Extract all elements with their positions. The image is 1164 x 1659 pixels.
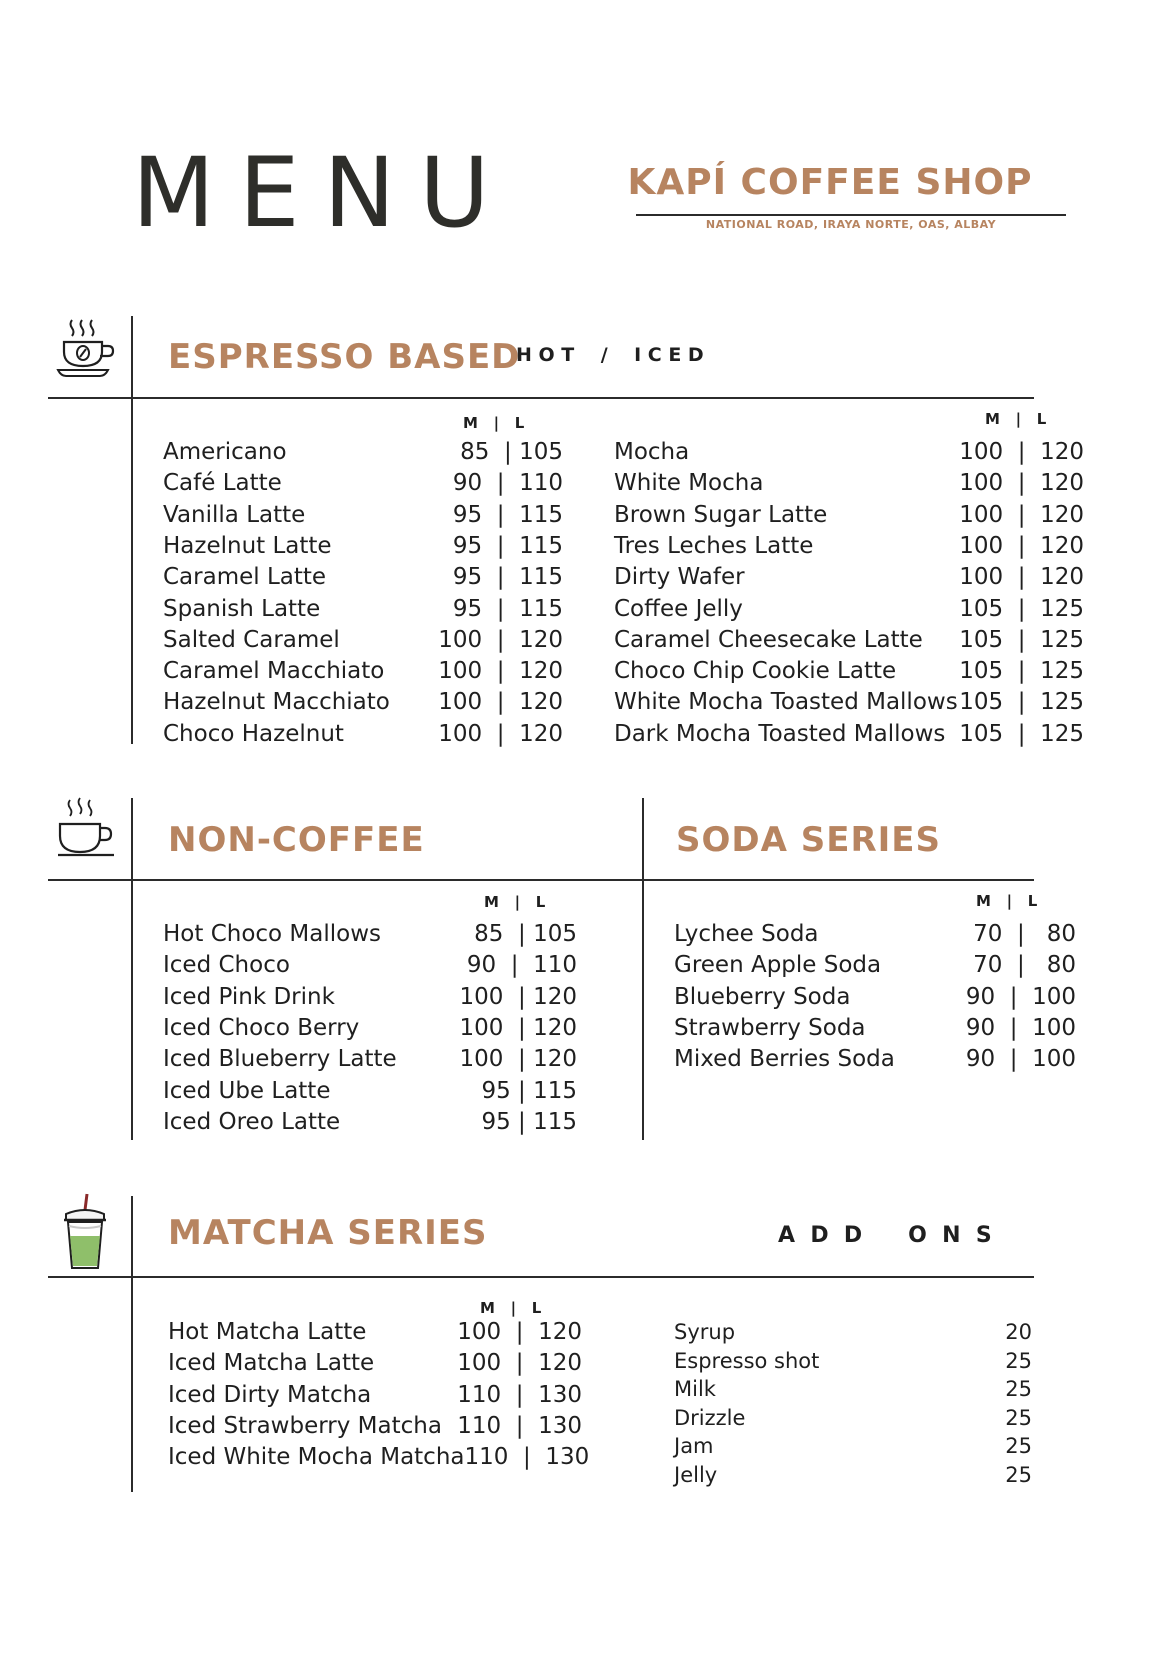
espresso-section-title: ESPRESSO BASED bbox=[168, 337, 521, 377]
matcha-item-name: Iced Strawberry Matcha bbox=[168, 1412, 442, 1439]
espresso-item bbox=[614, 595, 1084, 622]
espresso-item-price: 105 | 125 bbox=[959, 595, 1084, 622]
menu-title: MENU bbox=[132, 137, 514, 249]
add-on-item-name: Milk bbox=[674, 1377, 716, 1401]
add-on-item bbox=[674, 1379, 1032, 1400]
non-coffee-item bbox=[163, 1077, 577, 1104]
espresso-item bbox=[163, 691, 563, 714]
non-coffee-item bbox=[163, 923, 577, 946]
espresso-item bbox=[163, 720, 563, 747]
soda-item bbox=[674, 1014, 1076, 1041]
non-coffee-item bbox=[163, 954, 577, 977]
espresso-item-price: 100 | 120 bbox=[959, 532, 1084, 559]
espresso-item-price: 100 | 120 bbox=[959, 439, 1084, 465]
espresso-item bbox=[614, 691, 1084, 714]
espresso-item-name: Americano bbox=[163, 439, 287, 465]
soda-item bbox=[674, 1048, 1076, 1071]
non-coffee-item bbox=[163, 983, 577, 1010]
matcha-item bbox=[168, 1381, 582, 1408]
add-on-item-name: Syrup bbox=[674, 1320, 736, 1344]
espresso-item bbox=[163, 566, 563, 589]
espresso-item bbox=[163, 472, 563, 495]
espresso-item-price: 90 | 110 bbox=[452, 470, 563, 497]
soda-section-title: SODA SERIES bbox=[676, 820, 942, 860]
non-coffee-item-name: Iced Choco Berry bbox=[163, 1014, 360, 1041]
add-on-item-name: Espresso shot bbox=[674, 1348, 820, 1373]
matcha-item bbox=[168, 1444, 590, 1471]
matcha-vertical-divider bbox=[131, 1196, 133, 1492]
matcha-item-name: Iced Matcha Latte bbox=[168, 1350, 375, 1377]
non-coffee-item-name: Iced Oreo Latte bbox=[163, 1108, 341, 1135]
matcha-item-name: Iced White Mocha Matcha bbox=[168, 1444, 465, 1471]
non-coffee-item-name: Iced Pink Drink bbox=[163, 983, 335, 1010]
espresso-item bbox=[614, 566, 1084, 589]
espresso-item bbox=[614, 660, 1084, 683]
add-on-item-price: 25 bbox=[1005, 1405, 1032, 1430]
add-on-item-price: 25 bbox=[1005, 1462, 1032, 1487]
non-coffee-item-name: Iced Blueberry Latte bbox=[163, 1046, 397, 1073]
espresso-item bbox=[614, 720, 1084, 747]
non-coffee-item-price: 95 | 115 bbox=[481, 1077, 577, 1104]
matcha-item-price: 110 | 130 bbox=[464, 1444, 590, 1471]
add-on-item-price: 25 bbox=[1005, 1377, 1032, 1401]
add-on-item bbox=[674, 1322, 1032, 1343]
soda-item-price: 90 | 100 bbox=[965, 983, 1076, 1010]
matcha-item-name: Iced Dirty Matcha bbox=[168, 1381, 372, 1408]
espresso-item bbox=[163, 595, 563, 622]
soda-item-price: 70 | 80 bbox=[973, 952, 1076, 979]
espresso-item-price: 95 | 115 bbox=[452, 564, 563, 591]
espresso-item-name: Caramel Cheesecake Latte bbox=[614, 626, 923, 653]
non-coffee-item bbox=[163, 1108, 577, 1135]
hot-cup-icon bbox=[56, 796, 116, 860]
soda-item-name: Lychee Soda bbox=[674, 921, 819, 947]
espresso-item-name: Brown Sugar Latte bbox=[614, 501, 828, 528]
espresso-item-name: Coffee Jelly bbox=[614, 595, 743, 622]
espresso-item bbox=[614, 626, 1084, 653]
espresso-item-price: 105 | 125 bbox=[959, 658, 1084, 685]
espresso-item-name: Spanish Latte bbox=[163, 595, 321, 622]
espresso-horizontal-divider bbox=[48, 397, 1034, 399]
matcha-item bbox=[168, 1412, 582, 1439]
matcha-item-price: 110 | 130 bbox=[457, 1412, 582, 1439]
soda-item-price: 90 | 100 bbox=[965, 1014, 1076, 1041]
espresso-item-name: Vanilla Latte bbox=[163, 501, 306, 528]
espresso-item-name: Choco Chip Cookie Latte bbox=[614, 658, 897, 685]
espresso-item-price: 100 | 120 bbox=[959, 470, 1084, 497]
espresso-vertical-divider bbox=[131, 316, 133, 744]
add-on-item-price: 25 bbox=[1005, 1434, 1032, 1458]
soda-item-name: Blueberry Soda bbox=[674, 983, 851, 1010]
matcha-item bbox=[168, 1352, 582, 1375]
soda-vertical-divider bbox=[642, 798, 644, 1140]
espresso-item-price: 105 | 125 bbox=[959, 689, 1084, 716]
add-on-item-price: 20 bbox=[1005, 1320, 1032, 1344]
espresso-item-name: Dark Mocha Toasted Mallows bbox=[614, 720, 946, 747]
soda-item-name: Green Apple Soda bbox=[674, 952, 882, 979]
espresso-item-name: Caramel Latte bbox=[163, 564, 327, 591]
espresso-item-price: 95 | 115 bbox=[452, 532, 563, 559]
espresso-item bbox=[614, 532, 1084, 559]
espresso-item-price: 85 | 105 bbox=[460, 439, 563, 465]
add-on-item bbox=[674, 1462, 1032, 1487]
espresso-item bbox=[614, 472, 1084, 495]
non-coffee-vertical-divider bbox=[131, 798, 133, 1140]
add-on-item bbox=[674, 1436, 1032, 1457]
espresso-right-size-header: M | L bbox=[985, 410, 1047, 428]
add-on-item-name: Jelly bbox=[674, 1462, 718, 1487]
add-on-item bbox=[674, 1348, 1032, 1373]
shop-name: KAPÍ COFFEE SHOP bbox=[627, 162, 1033, 203]
espresso-item-name: Café Latte bbox=[163, 470, 282, 497]
matcha-item-price: 100 | 120 bbox=[457, 1350, 582, 1377]
non-coffee-item-price: 100 | 120 bbox=[459, 1046, 577, 1073]
matcha-size-header: M | L bbox=[480, 1299, 542, 1317]
non-coffee-item-price: 100 | 120 bbox=[459, 1014, 577, 1041]
non-coffee-size-header: M | L bbox=[484, 893, 546, 911]
espresso-item-name: Hazelnut Macchiato bbox=[163, 689, 390, 716]
matcha-item bbox=[168, 1321, 582, 1344]
espresso-item-name: Salted Caramel bbox=[163, 626, 340, 653]
espresso-item bbox=[163, 626, 563, 653]
espresso-item bbox=[163, 441, 563, 464]
espresso-item-price: 100 | 120 bbox=[438, 626, 563, 653]
espresso-item-price: 95 | 115 bbox=[452, 501, 563, 528]
non-coffee-item-price: 100 | 120 bbox=[459, 983, 577, 1010]
shop-address: NATIONAL ROAD, IRAYA NORTE, OAS, ALBAY bbox=[705, 218, 997, 231]
non-coffee-item-name: Hot Choco Mallows bbox=[163, 921, 382, 947]
espresso-item-name: Tres Leches Latte bbox=[614, 532, 814, 559]
espresso-item bbox=[614, 441, 1084, 464]
espresso-item-price: 100 | 120 bbox=[438, 658, 563, 685]
espresso-item bbox=[163, 660, 563, 683]
espresso-item-price: 100 | 120 bbox=[438, 720, 563, 747]
iced-matcha-cup-icon bbox=[60, 1192, 110, 1272]
soda-item-name: Mixed Berries Soda bbox=[674, 1046, 895, 1073]
coffee-cup-icon bbox=[56, 316, 116, 378]
espresso-item-name: Caramel Macchiato bbox=[163, 658, 385, 685]
non-coffee-item-price: 90 | 110 bbox=[466, 952, 577, 979]
espresso-item-name: White Mocha Toasted Mallows bbox=[614, 689, 958, 716]
non-coffee-item-price: 95 | 115 bbox=[481, 1108, 577, 1135]
espresso-item-name: Dirty Wafer bbox=[614, 564, 745, 591]
espresso-item bbox=[614, 501, 1084, 528]
soda-item bbox=[674, 923, 1076, 946]
espresso-item bbox=[163, 501, 563, 528]
non-coffee-section-title: NON-COFFEE bbox=[168, 820, 425, 860]
matcha-item-name: Hot Matcha Latte bbox=[168, 1319, 367, 1345]
add-on-item-name: Drizzle bbox=[674, 1405, 746, 1430]
matcha-item-price: 100 | 120 bbox=[457, 1319, 582, 1345]
non-coffee-horizontal-divider bbox=[48, 879, 1034, 881]
non-coffee-item bbox=[163, 1014, 577, 1041]
soda-item-price: 90 | 100 bbox=[965, 1046, 1076, 1073]
espresso-item-name: Mocha bbox=[614, 439, 690, 465]
add-on-item-price: 25 bbox=[1005, 1348, 1032, 1373]
soda-size-header: M | L bbox=[976, 892, 1038, 910]
non-coffee-item-price: 85 | 105 bbox=[474, 921, 577, 947]
espresso-item-price: 105 | 125 bbox=[959, 626, 1084, 653]
add-on-item bbox=[674, 1405, 1032, 1430]
espresso-item-price: 95 | 115 bbox=[452, 595, 563, 622]
soda-item-name: Strawberry Soda bbox=[674, 1014, 866, 1041]
espresso-left-size-header: M | L bbox=[463, 414, 525, 432]
non-coffee-item-name: Iced Ube Latte bbox=[163, 1077, 331, 1104]
non-coffee-item-name: Iced Choco bbox=[163, 952, 290, 979]
espresso-item-price: 100 | 120 bbox=[438, 689, 563, 716]
add-on-item-name: Jam bbox=[674, 1434, 714, 1458]
soda-item bbox=[674, 983, 1076, 1010]
soda-item bbox=[674, 954, 1076, 977]
espresso-item-price: 100 | 120 bbox=[959, 564, 1084, 591]
espresso-item-name: Choco Hazelnut bbox=[163, 720, 344, 747]
espresso-item-price: 105 | 125 bbox=[959, 720, 1084, 747]
hot-iced-label: H O T / I C E D bbox=[516, 344, 704, 366]
non-coffee-item bbox=[163, 1048, 577, 1071]
espresso-item bbox=[163, 532, 563, 559]
matcha-section-title: MATCHA SERIES bbox=[168, 1213, 488, 1253]
add-ons-title: A D D O N S bbox=[778, 1223, 992, 1248]
matcha-item-price: 110 | 130 bbox=[457, 1381, 582, 1408]
espresso-item-name: White Mocha bbox=[614, 470, 764, 497]
soda-item-price: 70 | 80 bbox=[973, 921, 1076, 947]
matcha-horizontal-divider bbox=[48, 1276, 1034, 1278]
espresso-item-price: 100 | 120 bbox=[959, 501, 1084, 528]
espresso-item-name: Hazelnut Latte bbox=[163, 532, 332, 559]
shop-divider bbox=[636, 214, 1066, 216]
